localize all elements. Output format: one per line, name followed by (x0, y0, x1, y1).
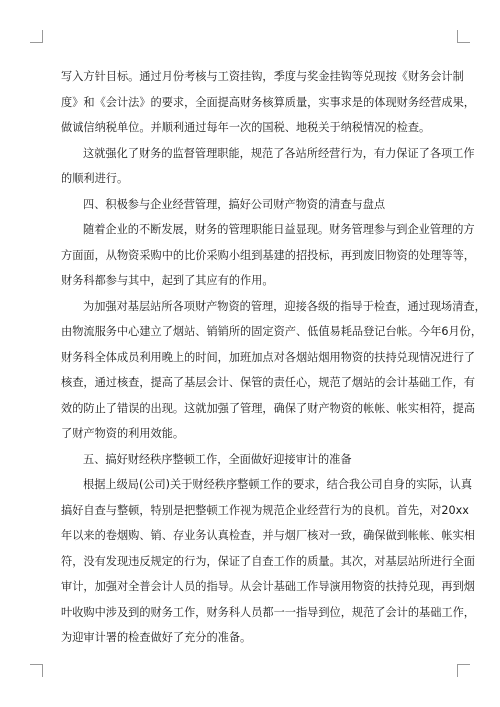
text-line: 方面面，从物资采购中的比价采购小组到基建的招投标，再到废旧物资的处理等等， (61, 248, 475, 262)
document-body (61, 64, 486, 651)
text-line: 搞好自查与整顿，特别是把整顿工作视为规范企业经营行为的良机。首先，对20xx (61, 503, 469, 517)
text-line: 效的防止了错误的出现。这就加强了管理，确保了财产物资的帐帐、帐实相符，提高 (61, 401, 475, 415)
text-line: 度》和《会计法》的要求，全面提高财务核算质量，实事求是的体现财务经营成果， (61, 95, 475, 109)
text-line: 为迎审计署的检查做好了充分的准备。 (61, 631, 252, 644)
crop-mark-top-right (457, 30, 470, 43)
text-line: 符，没有发现违反规定的行为，保证了自查工作的质量。其次，对基层站所进行全面 (61, 554, 475, 568)
text-line: 财务科都参与其中，起到了其应有的作用。 (61, 274, 274, 287)
text-line: 这就强化了财务的监督管理职能，规范了各站所经营行为，有力保证了各项工作 (83, 146, 475, 160)
text-line: 做诚信纳税单位。并顺利通过每年一次的国税、地税关于纳税情况的检查。 (61, 121, 431, 134)
crop-mark-bottom-right (457, 664, 470, 677)
paragraph (61, 192, 443, 218)
text-line: 核查，通过核查，提高了基层会计、保管的责任心，规范了烟站的会计基础工作，有 (61, 376, 475, 389)
text-line: 的顺利进行。 (61, 172, 129, 185)
crop-mark-top-left (30, 30, 43, 43)
paragraph (61, 217, 475, 294)
paragraph (61, 447, 443, 473)
text-line: 由物流服务中心建立了烟站、销销所的固定资产、低值易耗品登记台帐。今年6月份， (61, 325, 483, 338)
paragraph (61, 294, 486, 447)
text-line: 年以来的卷烟购、销、存业务认真检查，并与烟厂核对一致，确保做到帐帐、帐实相 (61, 529, 475, 542)
paragraph (61, 141, 475, 192)
paragraph (61, 64, 475, 141)
text-line: 随着企业的不断发展，财务的管理职能日益显现。财务管理参与到企业管理的方 (83, 223, 475, 236)
text-line: 了财产物资的利用效能。 (61, 427, 185, 440)
text-line: 财务科全体成员利用晚上的时间，加班加点对各烟站烟用物资的扶持兑现情况进行了 (61, 350, 475, 364)
crop-mark-bottom-left (30, 664, 43, 677)
text-line: 写入方针目标。通过月份考核与工资挂钩，季度与奖金挂钩等兑现按《财务会计制 (61, 70, 464, 83)
text-line: 根据上级局(公司)关于财经秩序整顿工作的要求，结合我公司自身的实际，认真 (83, 478, 473, 491)
text-line: 审计，加强对全普会计人员的指导。从会计基础工作导演用物资的扶持兑现，再到烟 (61, 580, 475, 593)
text-line: 四、积极参与企业经营管理，搞好公司财产物资的清查与盘点 (83, 197, 386, 211)
paragraph (61, 472, 475, 651)
text-line: 为加强对基层站所各项财产物资的管理，迎接各级的指导于检查，通过现场清查， (83, 299, 486, 313)
text-line: 叶收购中涉及到的财务工作，财务科人员都一一指导到位，规范了会计的基础工作， (61, 605, 475, 619)
text-line: 五、搞好财经秩序整顿工作，全面做好迎接审计的准备 (83, 452, 352, 466)
